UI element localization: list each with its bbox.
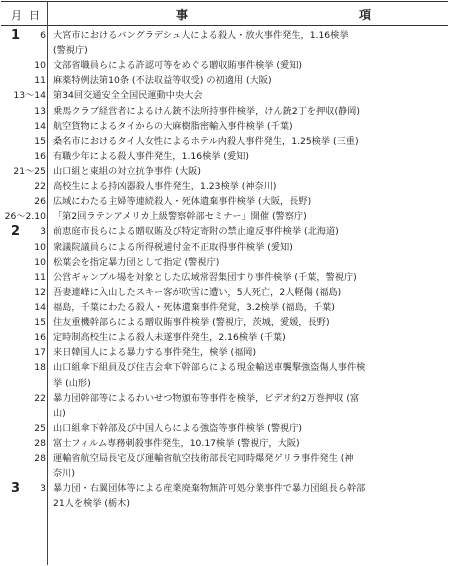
table-row: [1, 73, 448, 88]
row-day: 13～14: [13, 90, 46, 102]
row-event: [53, 436, 445, 451]
table-row: [1, 119, 448, 134]
row-event-line: 挙 (山形): [53, 377, 91, 389]
table-row: [1, 270, 448, 285]
table-row: [1, 315, 448, 330]
row-event: [53, 73, 445, 88]
table-row: [1, 285, 448, 300]
row-event-line: 山): [53, 407, 66, 419]
row-day: 11: [34, 271, 46, 283]
row-event-line: 「第2回ラテンアメリカ上級警察幹部セミナー」開催 (警察庁): [53, 211, 307, 223]
table-row: [1, 481, 448, 511]
row-day: 15: [34, 317, 46, 329]
row-day: 21～25: [13, 166, 46, 177]
row-event-line: 奈川): [53, 468, 75, 480]
row-event-line: 航空貨物によるタイからの大麻樹脂密輸入事件検挙 (千葉): [53, 120, 293, 132]
row-event-line: 第34回交通安全全国民運動中央大会: [53, 90, 203, 102]
row-day: 26: [34, 196, 46, 208]
row-event-line: 公営ギャンブル場を対象とした広域常習集団すり事件検挙 (千葉，警視庁): [53, 271, 357, 283]
table-row: [1, 88, 448, 103]
row-event-line: 文部省職員らによる許認可等をめぐる贈収賄事件検挙 (愛知): [53, 60, 302, 72]
row-event: [53, 28, 445, 58]
table-row: [1, 451, 448, 481]
row-event-line: 広域にわたる主婦等連続殺人・死体遺棄事件検挙 (大阪，長野): [53, 196, 312, 208]
table-row: [1, 179, 448, 194]
row-event: [53, 330, 445, 345]
row-event: [53, 134, 445, 149]
row-event: [53, 300, 445, 315]
row-event-line: (警視庁): [53, 45, 88, 57]
table-row: [1, 104, 448, 119]
chronology-table: [1, 1, 448, 565]
row-event-line: 桑名市におけるタイ人女性によるホテル内殺人事件発生，1.25検挙 (三重): [53, 135, 359, 147]
row-month: 2: [11, 224, 21, 240]
row-day: 6: [40, 30, 46, 41]
row-event: [53, 315, 445, 330]
row-event: [53, 391, 445, 421]
table-row: [1, 436, 448, 451]
row-event-line: 来日韓国人による暴力する事件発生，検挙 (福岡): [53, 347, 257, 359]
row-event-line: 山口組傘下組員及び住吉会傘下幹部らによる現金輸送車襲撃強盗傷人事件検: [53, 362, 366, 374]
table-row: [1, 391, 448, 421]
table-row: [1, 209, 448, 224]
row-day: 3: [40, 226, 46, 238]
table-row: [1, 345, 448, 360]
row-event-line: 21人を検挙 (栃木): [53, 498, 130, 510]
row-event-line: 富士フィルム専務刺殺事件発生，10.17検挙 (警視庁，大阪): [53, 438, 300, 449]
row-event: [53, 345, 445, 360]
row-event: [53, 88, 445, 103]
header-event-part1: 事: [176, 8, 189, 22]
row-event: [53, 149, 445, 164]
row-day: 16: [34, 150, 46, 162]
row-day: 10: [34, 256, 46, 268]
row-event: [53, 104, 445, 119]
row-event: [53, 58, 445, 73]
row-event-line: 山口組傘下幹部及び中国人らによる強盗等事件検挙 (警視庁): [53, 422, 302, 434]
row-event-line: 松葉会を指定暴力団として指定 (警視庁): [53, 256, 220, 268]
row-event-line: 定時制高校生による殺人未遂事件発生，2.16検挙 (千葉): [53, 332, 286, 344]
row-day: 28: [34, 438, 46, 449]
header-event-part2: 項: [359, 8, 372, 22]
table-header: [1, 1, 448, 26]
row-event: [53, 481, 445, 511]
row-day: 22: [34, 181, 46, 193]
row-day: 28: [34, 453, 46, 465]
row-day: 12: [34, 286, 46, 298]
table-row: [1, 330, 448, 345]
row-day: 18: [34, 362, 46, 374]
table-row: [1, 300, 448, 315]
table-row: [1, 421, 448, 436]
row-event: [53, 421, 445, 436]
row-event: [53, 360, 445, 390]
row-event: [53, 451, 445, 481]
table-row: [1, 134, 448, 149]
header-month: 月: [11, 9, 25, 22]
table-row: [1, 360, 448, 390]
row-event: [53, 224, 445, 239]
row-event: [53, 285, 445, 300]
table-body: [1, 28, 448, 512]
row-event-line: 暴力団幹部等によるわいせつ物頒布等事件を検挙，ビデオ約2万巻押収 (富: [53, 392, 360, 404]
row-event-line: 前恵庭市長らによる贈収賄及び特定寄附の禁止違反事件検挙 (北海道): [53, 226, 339, 238]
row-day: 26～2.10: [4, 211, 46, 223]
table-row: [1, 149, 448, 164]
row-event-line: 衆議院議員らによる所得税逋付金不正取得事件検挙 (愛知): [53, 241, 293, 253]
row-day: 11: [34, 75, 46, 87]
table-row: [1, 28, 448, 58]
row-event-line: 大宮市におけるバングラデシュ人による殺人・放火事件発生，1.16検挙: [53, 30, 349, 41]
row-day: 16: [34, 332, 46, 344]
table-row: [1, 164, 448, 179]
row-event-line: 福島，千葉にわたる殺人・死体遺棄事件発覚，3.2検挙 (福島，千葉): [53, 301, 335, 313]
row-month: 3: [11, 481, 21, 497]
row-event-line: 運輸省航空局長宅及び運輸省航空技術部長宅同時爆発ゲリラ事件発生 (神: [53, 453, 354, 465]
row-event-line: 高校生による持凶器殺人事件発生，1.23検挙 (神奈川): [53, 181, 277, 193]
row-day: 22: [34, 392, 46, 404]
table-row: [1, 255, 448, 270]
row-day: 25: [34, 422, 46, 434]
header-day: 日: [29, 9, 40, 22]
row-event-line: 暴力団・右翼団体等による産業廃棄物無許可処分業事件で暴力団組長ら幹部: [53, 483, 366, 495]
row-day: 10: [34, 241, 46, 253]
table-row: [1, 224, 448, 239]
table-row: [1, 240, 448, 255]
row-event: [53, 164, 445, 179]
table-row: [1, 58, 448, 73]
row-event: [53, 119, 445, 134]
row-event-line: 乗馬クラブ経営者によるけん銃不法所持事件検挙，けん銃2丁を押収(静岡): [53, 105, 361, 117]
row-event-line: 山口組と東組の対立抗争事件 (大阪): [53, 166, 201, 177]
table-row: [1, 194, 448, 209]
row-month: 1: [11, 28, 21, 43]
row-event: [53, 270, 445, 285]
row-day: 14: [34, 301, 46, 313]
row-event-line: 吾妻連峰に入山したスキー客が吹雪に遭い，5人死亡，2人軽傷 (福島): [53, 286, 342, 298]
row-day: 15: [34, 135, 46, 147]
row-day: 3: [40, 483, 46, 495]
row-event-line: 住友重機幹部らによる贈収賄事件検挙 (警視庁，茨城，愛媛，長野): [53, 317, 330, 329]
row-event: [53, 240, 445, 255]
row-day: 14: [34, 120, 46, 132]
row-event: [53, 179, 445, 194]
row-event-line: 麻薬特例法第10条 (不法収益等収受) の初適用 (大阪): [53, 75, 272, 87]
row-event: [53, 255, 445, 270]
row-day: 17: [34, 347, 46, 359]
row-event: [53, 209, 445, 224]
row-day: 10: [34, 60, 46, 72]
row-event-line: 有職少年による殺人事件発生，1.16検挙 (愛知): [53, 150, 249, 162]
row-day: 13: [34, 105, 46, 117]
row-event: [53, 194, 445, 209]
